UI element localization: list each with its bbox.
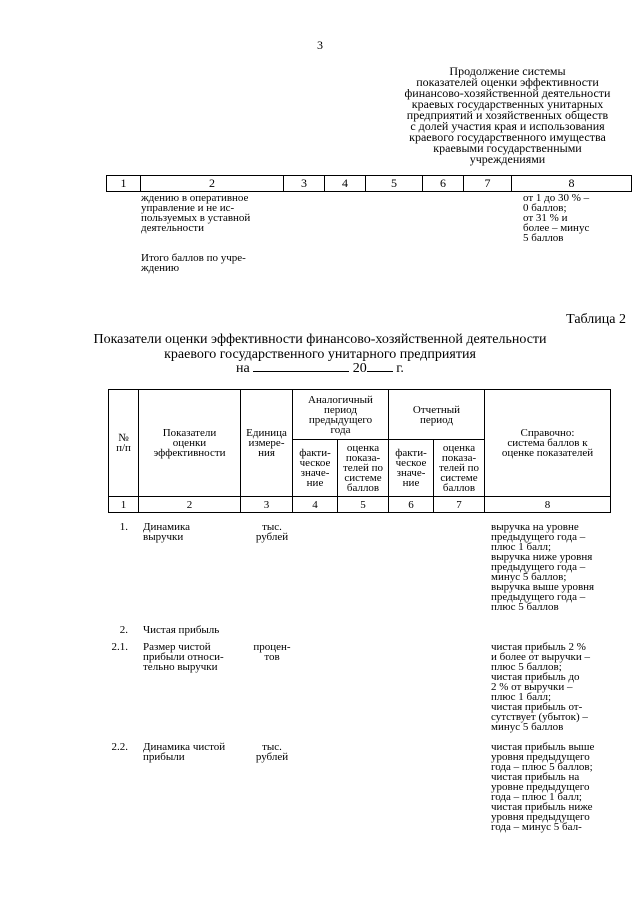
header-line: показа-	[441, 452, 477, 464]
header-actual-report	[389, 440, 434, 497]
text-line: Динамика	[143, 521, 191, 533]
heading-line: краевого государственного имущества	[409, 130, 606, 144]
header-line: факти-	[299, 447, 331, 459]
header-line: Показатели	[162, 427, 217, 439]
text-line: плюс 1 балл;	[491, 541, 552, 553]
text-line: выручка на уровне	[491, 521, 579, 533]
text-line: выручка выше уровня	[491, 581, 595, 593]
heading-line: показателей оценки эффективности	[416, 75, 599, 89]
column-number: 5	[366, 176, 423, 192]
heading-line: учреждениями	[469, 152, 546, 166]
text-line: 0 баллов;	[523, 202, 567, 214]
reference-cell	[491, 522, 594, 612]
text-line: 5 баллов	[523, 232, 564, 244]
column-number: 5	[338, 497, 389, 513]
date-suffix: г.	[396, 361, 404, 376]
header-line: оценке показателей	[501, 447, 594, 459]
header-line: ческое	[299, 457, 331, 469]
header-line: Единица	[246, 427, 287, 439]
text-line: рублей	[255, 751, 289, 763]
text-line: от 31 % и	[523, 212, 568, 224]
total-row-label	[141, 253, 246, 273]
indicator-name	[143, 742, 225, 762]
header-line: значе-	[300, 467, 330, 479]
text-line: более – минус	[523, 222, 590, 234]
column-number: 6	[389, 497, 434, 513]
header-report-period	[389, 390, 485, 440]
text-line: Чистая прибыль	[143, 624, 220, 636]
text-line: минус 5 баллов;	[491, 571, 567, 583]
table-label: Таблица 2	[566, 312, 626, 327]
text-line: выручка ниже уровня	[491, 551, 593, 563]
text-line: плюс 5 баллов	[491, 601, 559, 613]
header-line: Отчетный	[412, 403, 461, 416]
header-indicator	[139, 390, 241, 497]
text-line: уровня предыдущего	[491, 751, 590, 763]
text-line: чистая прибыль ниже	[491, 801, 593, 813]
column-number: 4	[325, 176, 366, 192]
header-line: системе	[440, 472, 478, 484]
header-line: предыдущего	[308, 413, 373, 426]
text-line: минус 5 баллов	[491, 721, 564, 733]
column-number: 7	[434, 497, 485, 513]
text-line: прибыли относи-	[143, 651, 224, 663]
header-line: ние	[306, 477, 324, 489]
indicator-name	[143, 642, 224, 672]
header-line: оценка	[346, 442, 380, 454]
text-line: чистая прибыль выше	[491, 741, 595, 753]
heading-line: краевых государственных унитарных	[411, 97, 604, 111]
unit-cell	[238, 522, 306, 542]
text-line: процен-	[253, 641, 291, 653]
text-line: чистая прибыль на	[491, 771, 580, 783]
date-blank-field	[253, 371, 349, 372]
header-line: ние	[402, 477, 420, 489]
text-line: деятельности	[141, 222, 204, 234]
text-line: ждению в оперативное	[141, 192, 249, 204]
text-line: года – минус 5 бал-	[491, 821, 582, 833]
header-line: п/п	[116, 442, 131, 454]
text-line: Динамика чистой	[143, 741, 226, 753]
column-number: 2	[141, 176, 284, 192]
column-number: 6	[423, 176, 464, 192]
text-line: тельно выручки	[143, 661, 218, 673]
header-line: ческое	[395, 457, 427, 469]
text-line: плюс 5 баллов;	[491, 661, 562, 673]
heading-line: Продолжение системы	[449, 64, 566, 78]
heading-line: финансово-хозяйственной деятельности	[404, 86, 611, 100]
header-prev-period	[293, 390, 389, 440]
text-line: прибыли	[143, 751, 185, 763]
text-line: года – плюс 5 баллов;	[491, 761, 593, 773]
row-number: 2.2.	[111, 741, 128, 753]
header-line: измере-	[248, 437, 285, 449]
text-line: пользуемых в уставной	[141, 212, 251, 224]
header-reference	[485, 390, 611, 497]
text-line: управление и не ис-	[141, 202, 235, 214]
header-line: период	[420, 413, 453, 426]
header-line: телей по	[342, 462, 384, 474]
column-number: 2	[139, 497, 241, 513]
text-line: плюс 1 балл;	[491, 691, 552, 703]
header-line: телей по	[438, 462, 480, 474]
column-number: 4	[293, 497, 338, 513]
top-col2-text	[141, 193, 250, 233]
header-line: ния	[258, 447, 275, 459]
header-num	[109, 390, 139, 497]
header-line: системе	[344, 472, 382, 484]
header-line: показа-	[345, 452, 381, 464]
row-number: 2.1.	[111, 641, 128, 653]
unit-cell	[238, 642, 306, 662]
header-score-prev	[338, 440, 389, 497]
table-date-line	[0, 361, 640, 376]
heading-line: с долей участия края и использования	[410, 119, 605, 133]
top-table-header	[106, 175, 632, 192]
continuation-heading	[380, 66, 635, 165]
indicator-name	[143, 625, 219, 635]
header-unit	[241, 390, 293, 497]
header-line: баллов	[346, 482, 380, 494]
text-line: ждению	[141, 262, 180, 274]
column-number: 1	[107, 176, 141, 192]
heading-line: предприятий и хозяйственных обществ	[406, 108, 609, 122]
text-line: чистая прибыль 2 %	[491, 641, 586, 653]
column-number: 3	[284, 176, 325, 192]
column-number: 8	[512, 176, 632, 192]
column-number: 3	[241, 497, 293, 513]
header-line: оценка	[442, 442, 476, 454]
text-line: года – плюс 1 балл;	[491, 791, 582, 803]
text-line: чистая прибыль до	[491, 671, 580, 683]
header-line: период	[324, 403, 357, 416]
text-line: от 1 до 30 % –	[523, 192, 590, 204]
title-line: краевого государственного унитарного предприятия	[164, 347, 476, 362]
header-line: эффективности	[153, 447, 226, 459]
header-line: значе-	[396, 467, 426, 479]
column-number: 7	[464, 176, 512, 192]
heading-line: краевыми государственными	[433, 141, 582, 155]
header-line: Справочно:	[520, 427, 575, 439]
text-line: уровне предыдущего	[491, 781, 590, 793]
text-line: чистая прибыль от-	[491, 701, 583, 713]
text-line: и более от выручки –	[491, 651, 590, 663]
column-number: 1	[109, 497, 139, 513]
column-number: 8	[485, 497, 611, 513]
year-blank-field	[367, 371, 393, 372]
date-prefix: на	[236, 361, 250, 376]
reference-cell	[491, 642, 590, 732]
text-line: Итого баллов по учре-	[141, 252, 246, 264]
text-line: тыс.	[262, 521, 282, 533]
text-line: предыдущего года –	[491, 531, 586, 543]
reference-cell	[491, 742, 594, 832]
header-line: факти-	[395, 447, 427, 459]
table2-header	[108, 389, 611, 513]
text-line: предыдущего года –	[491, 591, 586, 603]
header-line: года	[330, 423, 351, 436]
text-line: Размер чистой	[143, 641, 211, 653]
row-number: 1.	[119, 521, 128, 533]
row-number: 2.	[119, 624, 128, 636]
header-actual-prev	[293, 440, 338, 497]
text-line: уровня предыдущего	[491, 811, 590, 823]
text-line: 2 % от выручки –	[491, 681, 573, 693]
text-line: тов	[264, 651, 280, 663]
text-line: сутствует (убыток) –	[491, 711, 588, 723]
header-line: оценки	[172, 437, 207, 449]
text-line: предыдущего года –	[491, 561, 586, 573]
page-number: 3	[317, 38, 323, 52]
top-col8-text	[523, 193, 589, 243]
title-line: Показатели оценки эффективности финансово-хозяйственной деятельности	[93, 332, 547, 347]
unit-cell	[238, 742, 306, 762]
table-title	[0, 332, 640, 362]
text-line: тыс.	[262, 741, 282, 753]
header-line: баллов	[442, 482, 476, 494]
indicator-name	[143, 522, 190, 542]
header-score-report	[434, 440, 485, 497]
text-line: выручки	[143, 531, 184, 543]
date-year: 20	[352, 361, 367, 376]
header-line: Аналогичный	[308, 393, 373, 406]
header-line: система баллов к	[507, 437, 588, 449]
text-line: рублей	[255, 531, 289, 543]
header-line: №	[118, 432, 129, 444]
